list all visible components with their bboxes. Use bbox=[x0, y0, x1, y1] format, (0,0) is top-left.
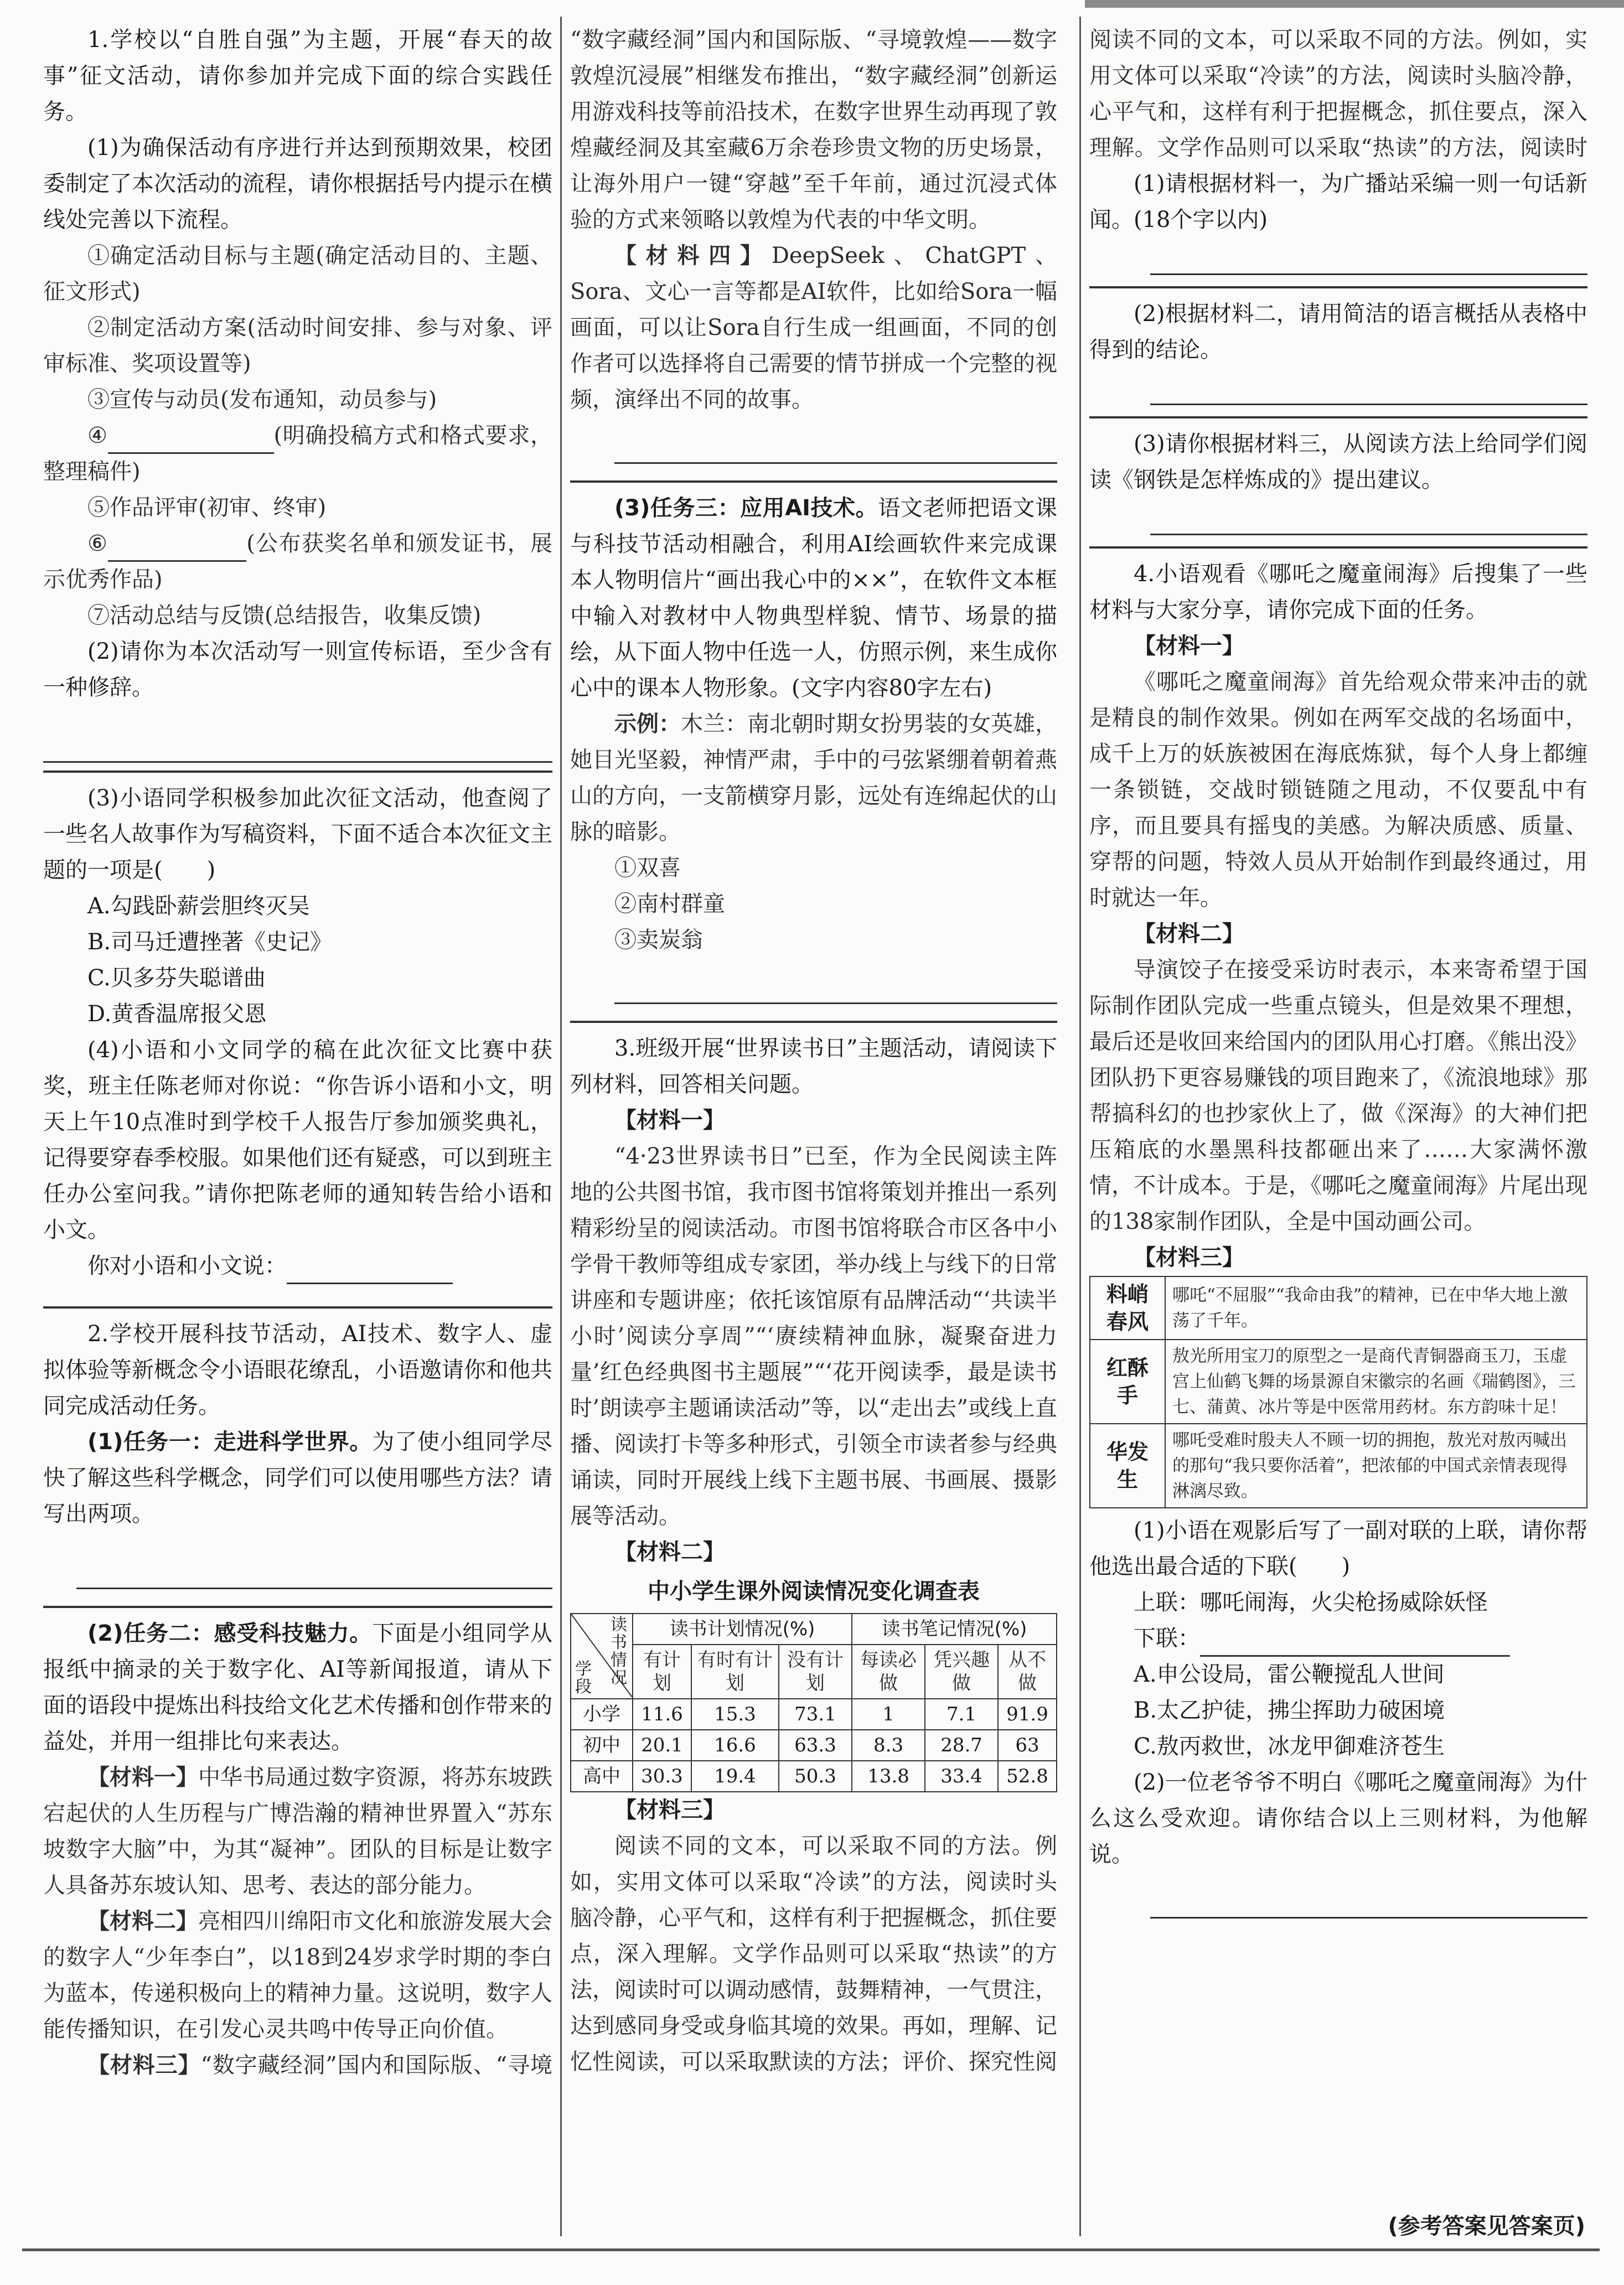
q4-material3-label: 【材料三】 bbox=[1134, 1245, 1244, 1270]
q2-choice-1: ①双喜 bbox=[614, 855, 681, 881]
q2-material4: 【材料四】DeepSeek、ChatGPT、Sora、文心一言等都是AI软件，比如给Sora一幅画面，可以让Sora自行生成一组画面，不同的创作者可以选择将自己需要的情节拼成一个完整的视频，演绎出不同的故事。 bbox=[570, 243, 1058, 412]
col-header: 从不做 bbox=[998, 1645, 1057, 1699]
diag-bottom-label: 学段 bbox=[575, 1660, 592, 1697]
q1-part4: (4)小语和小文同学的稿在此次征文比赛中获奖，班主任陈老师对你说：“你告诉小语和小文，明天上午10点准时到学校千人报告厅参加颁奖典礼，记得要穿春季校服。如果他们还有疑惑，可以到班主任办公室问我。”请你把陈老师的通知转告给小语和小文。 bbox=[43, 1037, 552, 1243]
q4-option-c: C.敖丙救世，冰龙甲御难济苍生 bbox=[1134, 1734, 1445, 1759]
q4-part1: (1)小语在观影后写了一副对联的上联，请你帮他选出最合适的下联( ) bbox=[1089, 1518, 1587, 1579]
row-stage: 小学 bbox=[571, 1699, 633, 1730]
separator bbox=[570, 480, 1057, 483]
q2-material2: 【材料二】亮相四川绵阳市文化和旅游发展大会的数字人“少年李白”，以18到24岁求学时期的李白为蓝本，传递积极向上的精神力量。这说明，数字人能传播知识，在引发心灵共鸣中传导正向价值。 bbox=[43, 1909, 552, 2042]
cell: 50.3 bbox=[779, 1761, 852, 1792]
row-stage: 高中 bbox=[571, 1761, 633, 1792]
row-value: 哪吒受难时殷夫人不顾一切的拥抱，敖光对敖丙喊出的那句“我只要你活着”，把浓郁的中国式亲情表现得淋漓尽致。 bbox=[1165, 1424, 1587, 1508]
row-key: 红酥手 bbox=[1090, 1340, 1165, 1424]
q2-task1: (1)任务一：走进科学世界。为了使小组同学尽快了解这些科学概念，同学们可以使用哪些方法？请写出两项。 bbox=[43, 1429, 552, 1527]
col-header: 有计划 bbox=[633, 1645, 691, 1699]
q4-option-b: B.太乙护徒，拂尘挥助力破困境 bbox=[1134, 1698, 1445, 1723]
footer-rule bbox=[22, 2248, 1600, 2251]
table-row bbox=[571, 1730, 1057, 1761]
cell: 73.1 bbox=[779, 1699, 852, 1730]
col-header: 没有计划 bbox=[779, 1645, 852, 1699]
q4-lower-couplet: 下联： bbox=[1089, 1621, 1587, 1657]
q1-step6: ⑥ (公布获奖名单和颁发证书，展示优秀作品) bbox=[43, 531, 553, 592]
answer-line[interactable] bbox=[1150, 240, 1587, 275]
separator bbox=[1089, 286, 1587, 288]
q4-material1-label: 【材料一】 bbox=[1134, 633, 1244, 659]
q1-part1: (1)为确保活动有序进行并达到预期效果，校团委制定了本次活动的流程，请你根据括号内提示在横线处完善以下流程。 bbox=[43, 135, 552, 232]
q2-example: 示例：木兰：南北朝时期女扮男装的女英雄，她目光坚毅，神情严肃，手中的弓弦紧绷着朝着燕山的方向，一支箭横穿月影，远处有连绵起伏的山脉的暗影。 bbox=[570, 711, 1057, 845]
row-key: 华发生 bbox=[1090, 1424, 1165, 1508]
table-row bbox=[1090, 1340, 1587, 1424]
q1-step1: ①确定活动目标与主题(确定活动目的、主题、征文形式) bbox=[43, 243, 552, 304]
q2-material3-start: 【材料三】“数字藏经洞”国内和国际版、“寻境 bbox=[87, 2053, 552, 2078]
separator bbox=[570, 1021, 1057, 1023]
q4-material2-label: 【材料二】 bbox=[1134, 921, 1244, 947]
q2-task2: (2)任务二：感受科技魅力。下面是小组同学从报纸中摘录的关于数字化、AI等新闻报道，请从下面的语段中提炼出科技给文化艺术传播和创作带来的益处，并用一组排比句来表达。 bbox=[43, 1621, 552, 1754]
q3-intro: 3.班级开展“世界读书日”主题活动，请阅读下列材料，回答相关问题。 bbox=[570, 1036, 1057, 1097]
q1-option-d: D.黄香温席报父恩 bbox=[87, 1001, 267, 1027]
cell: 15.3 bbox=[691, 1699, 779, 1730]
answer-line[interactable] bbox=[1150, 500, 1587, 535]
row-value: 哪吒“不屈服”“我命由我”的精神，已在中华大地上激荡了千年。 bbox=[1165, 1276, 1587, 1340]
answer-line[interactable] bbox=[43, 728, 552, 763]
group-header-notes: 读书笔记情况(%) bbox=[852, 1614, 1057, 1645]
cell: 1 bbox=[852, 1699, 925, 1730]
column-2 bbox=[570, 22, 1057, 2080]
q1-option-b: B.司马迁遭挫著《史记》 bbox=[87, 929, 333, 955]
table-row bbox=[571, 1699, 1057, 1730]
q3-material2-label: 【材料二】 bbox=[614, 1539, 725, 1565]
column-1 bbox=[43, 22, 552, 2084]
cell: 19.4 bbox=[691, 1761, 779, 1792]
diag-top-label: 读书情况 bbox=[611, 1615, 627, 1688]
row-key: 料峭春风 bbox=[1090, 1276, 1165, 1340]
top-edge-bar bbox=[1085, 0, 1624, 8]
q1-option-a: A.勾践卧薪尝胆终灭吴 bbox=[87, 893, 310, 919]
cell: 16.6 bbox=[691, 1730, 779, 1761]
cell: 52.8 bbox=[998, 1761, 1057, 1792]
q3-material3: 阅读不同的文本，可以采取不同的方法。例如，实用文体可以采取“冷读”的方法，阅读时头脑冷静，心平气和，这样有利于把握概念，抓住要点，深入理解。文学作品则可以采取“热读”的方法，阅读时可以调动感情，鼓舞精神，一气贯注，达到感同身受或身临其境的效果。再如，理解、记忆性阅读，可以采取默读的方法；评价、探究性阅 bbox=[570, 1833, 1057, 2075]
q3-material3-label: 【材料三】 bbox=[614, 1797, 725, 1823]
answer-line[interactable] bbox=[614, 969, 1057, 1004]
q4-material2: 导演饺子在接受采访时表示，本来寄希望于国际制作团队完成一些重点镜头，但是效果不理想，最后还是收回来给国内的团队用心打磨。《熊出没》团队扔下更容易赚钱的项目跑来了，《流浪地球》那帮搞科幻的也抄家伙上了，做《深海》的大神们把压箱底的水墨黑科技都砸出来了……大家满怀激情，不计成本。于是，《哪吒之魔童闹海》片尾出现的138家制作团队，全是中国动画公司。 bbox=[1089, 957, 1587, 1234]
survey-table bbox=[570, 1613, 1057, 1792]
cell: 8.3 bbox=[852, 1730, 925, 1761]
diagonal-header-cell bbox=[571, 1614, 633, 1699]
q4-part2: (2)一位老爷爷不明白《哪吒之魔童闹海》为什么这么受欢迎。请你结合以上三则材料，为他解说。 bbox=[1089, 1770, 1587, 1867]
q1-part4-answer: 你对小语和小文说： bbox=[43, 1248, 552, 1284]
cell: 28.7 bbox=[925, 1730, 998, 1761]
table-row bbox=[1090, 1276, 1587, 1340]
cell: 13.8 bbox=[852, 1761, 925, 1792]
step6-blank[interactable] bbox=[108, 560, 246, 562]
q1-step7: ⑦活动总结与反馈(总结报告，收集反馈) bbox=[87, 603, 482, 628]
q1-intro: 1.学校以“自胜自强”为主题，开展“春天的故事”征文活动，请你参加并完成下面的综合实践任务。 bbox=[43, 27, 552, 125]
answer-line[interactable] bbox=[614, 429, 1057, 464]
q3-part1: (1)请根据材料一，为广播站采编一则一句话新闻。(18个字以内) bbox=[1089, 171, 1587, 232]
footer-note: (参考答案见答案页) bbox=[1388, 2214, 1585, 2239]
q2-choice-3: ③卖炭翁 bbox=[614, 927, 703, 953]
q3-part2: (2)根据材料二，请用简洁的语言概括从表格中得到的结论。 bbox=[1089, 301, 1587, 363]
col-header: 凭兴趣做 bbox=[925, 1645, 998, 1699]
cell: 30.3 bbox=[633, 1761, 691, 1792]
cell: 7.1 bbox=[925, 1699, 998, 1730]
q1-part3: (3)小语同学积极参加此次征文活动，他查阅了一些名人故事作为写稿资料，下面不适合本次征文主题的一项是( ) bbox=[43, 785, 552, 883]
q2-choice-2: ②南村群童 bbox=[614, 891, 725, 917]
part4-blank[interactable] bbox=[287, 1283, 453, 1284]
q2-material3-cont: “数字藏经洞”国内和国际版、“寻境敦煌——数字敦煌沉浸展”相继发布推出，“数字藏经洞”创新运用游戏科技等前沿技术，在数字世界生动再现了敦煌藏经洞及其室藏6万余卷珍贵文物的历史场景，让海外用户一键“穿越”至千年前，通过沉浸式体验的方式来领略以敦煌为代表的中华文明。 bbox=[570, 27, 1057, 232]
cell: 11.6 bbox=[633, 1699, 691, 1730]
q3-material3-cont: 阅读不同的文本，可以采取不同的方法。例如，实用文体可以采取“冷读”的方法，阅读时头脑冷静，心平气和，这样有利于把握概念，抓住要点，深入理解。文学作品则可以采取“热读”的方法，阅读时 bbox=[1089, 27, 1587, 161]
q4-intro: 4.小语观看《哪吒之魔童闹海》后搜集了一些材料与大家分享，请你完成下面的任务。 bbox=[1089, 561, 1587, 623]
table-row bbox=[571, 1761, 1057, 1792]
q4-option-a: A.申公设局，雷公鞭搅乱人世间 bbox=[1134, 1662, 1445, 1687]
cell: 33.4 bbox=[925, 1761, 998, 1792]
q1-step2: ②制定活动方案(活动时间安排、参与对象、评审标准、奖项设置等) bbox=[43, 315, 552, 376]
step4-blank[interactable] bbox=[108, 452, 274, 454]
separator bbox=[43, 771, 552, 773]
material3-table bbox=[1089, 1276, 1587, 1508]
q3-part3: (3)请你根据材料三，从阅读方法上给同学们阅读《钢铁是怎样炼成的》提出建议。 bbox=[1089, 431, 1587, 493]
row-value: 敖光所用宝刀的原型之一是商代青铜器商玉刀，玉虚宫上仙鹤飞舞的场景源自宋徽宗的名画《瑞鹤图》，三七、蒲黄、冰片等是中医常用药材。东方韵味十足！ bbox=[1165, 1340, 1587, 1424]
q4-upper-couplet: 上联：哪吒闹海，火尖枪扬威除妖怪 bbox=[1134, 1590, 1488, 1615]
q4-material1: 《哪吒之魔童闹海》首先给观众带来冲击的就是精良的制作效果。例如在两军交战的名场面中，成千上万的妖族被困在海底炼狱，每个人身上都缠一条锁链，交战时锁链随之甩动，不仅要乱中有序，而且要具有摇曳的美感。为解决质感、质量、穿帮的问题，特效人员从开始制作到最终通过，用时就达一年。 bbox=[1089, 669, 1587, 911]
column-3 bbox=[1089, 22, 1587, 1922]
q1-option-c: C.贝多芬失聪谱曲 bbox=[87, 965, 266, 991]
q1-step3: ③宣传与动员(发布通知，动员参与) bbox=[87, 387, 437, 412]
separator bbox=[43, 1306, 552, 1309]
q2-material1: 【材料一】中华书局通过数字资源，将苏东坡跌宕起伏的人生历程与广博浩瀚的精神世界置入“苏东坡数字大脑”中，为其“凝神”。团队的目标是让数字人具备苏东坡认知、思考、表达的部分能力。 bbox=[43, 1765, 552, 1898]
column-divider bbox=[560, 17, 562, 2236]
table-row bbox=[1090, 1424, 1587, 1508]
q1-step4: ④ (明确投稿方式和格式要求，整理稿件) bbox=[43, 423, 552, 484]
q2-intro: 2.学校开展科技节活动，AI技术、数字人、虚拟体验等新概念令小语眼花缭乱，小语邀请你和他共同完成活动任务。 bbox=[43, 1321, 552, 1419]
q2-task3: (3)任务三：应用AI技术。语文老师把语文课与科技节活动相融合，利用AI绘画软件来完成课本人物明信片“画出我心中的××”，在软件文本框中输入对教材中人物典型样貌、情节、场景的描绘，从下面人物中任选一人，仿照示例，来生成你心中的课本人物形象。(文字内容80字左右) bbox=[570, 495, 1058, 701]
cell: 91.9 bbox=[998, 1699, 1057, 1730]
col-header: 每读必做 bbox=[852, 1645, 925, 1699]
answer-line[interactable] bbox=[1150, 1884, 1587, 1919]
cell: 63.3 bbox=[779, 1730, 852, 1761]
survey-table-title: 中小学生课外阅读情况变化调查表 bbox=[648, 1579, 980, 1604]
cell: 20.1 bbox=[633, 1730, 691, 1761]
q1-part2: (2)请你为本次活动写一则宣传标语，至少含有一种修辞。 bbox=[43, 639, 552, 700]
group-header-plan: 读书计划情况(%) bbox=[633, 1614, 852, 1645]
cell: 63 bbox=[998, 1730, 1057, 1761]
col-header: 有时有计划 bbox=[691, 1645, 779, 1699]
q3-material1-label: 【材料一】 bbox=[614, 1108, 725, 1133]
answer-line[interactable] bbox=[76, 1554, 552, 1589]
answer-line[interactable] bbox=[1150, 370, 1587, 405]
q1-step5: ⑤作品评审(初审、终审) bbox=[87, 495, 327, 520]
q3-material1: “4·23世界读书日”已至，作为全民阅读主阵地的公共图书馆，我市图书馆将策划并推出一系列精彩纷呈的阅读活动。市图书馆将联合市区各中小学骨干教师等组成专家团，举办线上与线下的日常讲座和专题讲座；依托该馆原有品牌活动“‘共读半小时’阅读分享周”“‘赓续精神血脉，凝聚奋进力量’红色经典图书主题展”“‘花开阅读季，最是读书时’朗读亭主题诵读活动”等，以“走出去”或线上直播、阅读打卡等多种形式，引领全市读者参与经典诵读，同时开展线上线下主题书展、书画展、摄影展等活动。 bbox=[570, 1144, 1057, 1529]
column-divider bbox=[1079, 17, 1081, 2236]
separator bbox=[43, 1606, 552, 1608]
separator bbox=[1089, 546, 1587, 549]
separator bbox=[1089, 416, 1587, 418]
row-stage: 初中 bbox=[571, 1730, 633, 1761]
